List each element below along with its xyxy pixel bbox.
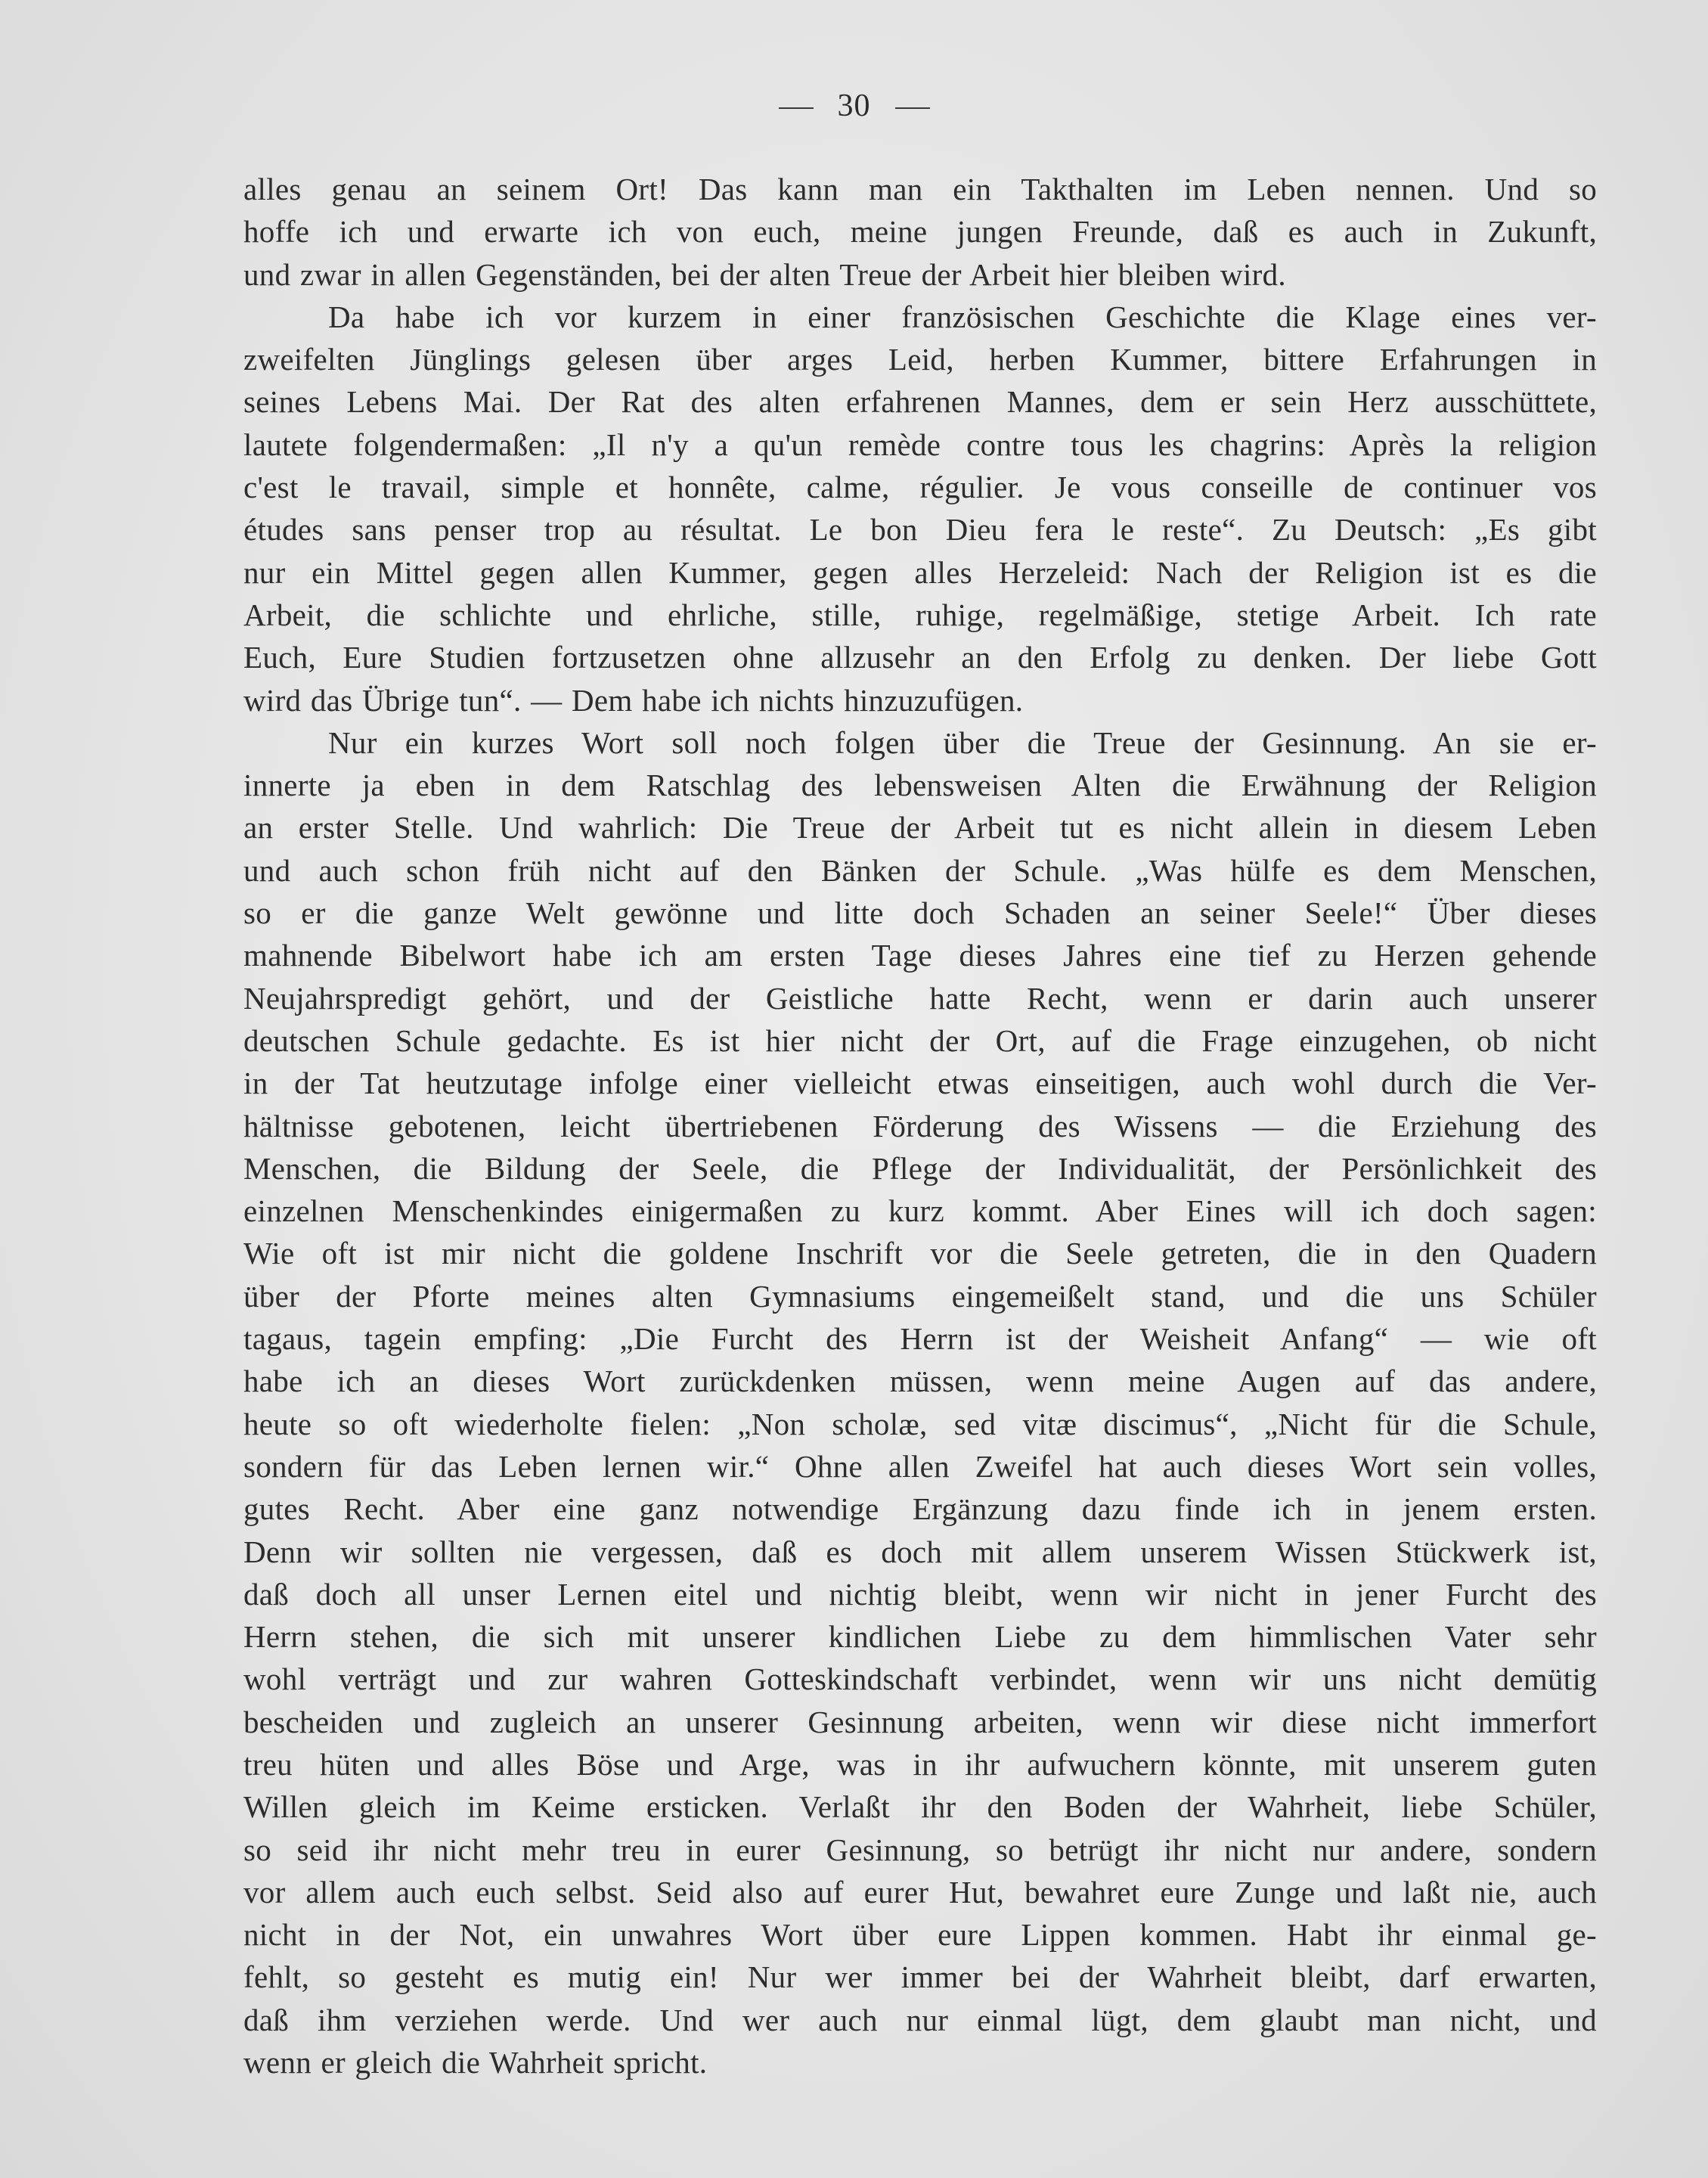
text-line: Willen gleich im Keime ersticken. Verlaßt ihr den Boden der Wahrheit, liebe Schüler, (243, 1789, 1597, 1825)
text-line: einzelnen Menschenkindes einigermaßen zu kurz kommt. Aber Eines will ich doch sagen: (243, 1193, 1597, 1229)
text-line: in der Tat heutzutage infolge einer vielleicht etwas einseitigen, auch wohl durch die Ver- (243, 1066, 1597, 1101)
text-line: treu hüten und alles Böse und Arge, was in ihr aufwuchern könnte, mit unserem guten (243, 1746, 1597, 1782)
text-line: an erster Stelle. Und wahrlich: Die Treue der Arbeit tut es nicht allein in diesem Leben (243, 810, 1597, 845)
text-line: vor allem auch euch selbst. Seid also auf eurer Hut, bewahret eure Zunge und laßt nie, auch (243, 1874, 1597, 1910)
text-line: und auch schon früh nicht auf den Bänken der Schule. „Was hülfe es dem Menschen, (243, 852, 1597, 888)
text-line: deutschen Schule gedachte. Es ist hier nicht der Ort, auf die Frage einzugehen, ob nicht (243, 1022, 1597, 1058)
text-line: gutes Recht. Aber eine ganz notwendige Ergänzung dazu finde ich in jenem ersten. (243, 1491, 1597, 1527)
page-number-left-dash (779, 107, 814, 109)
text-line: Herrn stehen, die sich mit unserer kindlichen Liebe zu dem himmlischen Vater sehr (243, 1619, 1597, 1655)
text-line: nur ein Mittel gegen allen Kummer, gegen alles Herzeleid: Nach der Religion ist es die (243, 554, 1597, 590)
text-line: innerte ja eben in dem Ratschlag des lebensweisen Alten die Erwähnung der Religion (243, 768, 1597, 803)
page-number (0, 82, 1708, 130)
text-line: Euch, Eure Studien fortzusetzen ohne allzusehr an den Erfolg zu denken. Der liebe Gott (243, 640, 1597, 675)
text-line: hältnisse gebotenen, leicht übertriebenen Förderung des Wissens — die Erziehung des (243, 1108, 1597, 1143)
text-line: Denn wir sollten nie vergessen, daß es doch mit allem unserem Wissen Stückwerk ist, (243, 1534, 1597, 1569)
text-line: mahnende Bibelwort habe ich am ersten Tage dieses Jahres eine tief zu Herzen gehende (243, 938, 1597, 973)
text-line: études sans penser trop au résultat. Le bon Dieu fera le reste“. Zu Deutsch: „Es gibt (243, 512, 1597, 548)
text-line: c'est le travail, simple et honnête, calme, régulier. Je vous conseille de continuer vos (243, 470, 1597, 505)
text-line: wohl verträgt und zur wahren Gotteskindschaft verbindet, wenn wir uns nicht demütig (243, 1661, 1597, 1697)
text-line: seines Lebens Mai. Der Rat des alten erfahrenen Mannes, dem er sein Herz ausschüttete, (243, 384, 1597, 420)
text-line: daß ihm verziehen werde. Und wer auch nur einmal lügt, dem glaubt man nicht, und (243, 2002, 1597, 2037)
text-line: tagaus, tagein empfing: „Die Furcht des Herrn ist der Weisheit Anfang“ — wie oft (243, 1321, 1597, 1357)
text-line: so er die ganze Welt gewönne und litte doch Schaden an seiner Seele!“ Über dieses (243, 895, 1597, 931)
text-line: heute so oft wiederholte fielen: „Non scholæ, sed vitæ discimus“, „Nicht für die Schule, (243, 1406, 1597, 1441)
text-line: fehlt, so gesteht es mutig ein! Nur wer immer bei der Wahrheit bleibt, darf erwarten, (243, 1959, 1597, 1995)
text-line: lautete folgendermaßen: „Il n'y a qu'un remède contre tous les chagrins: Après la religion (243, 427, 1597, 462)
text-line: nicht in der Not, ein unwahres Wort über eure Lippen kommen. Habt ihr einmal ge- (243, 1917, 1597, 1953)
page-number-value: 30 (837, 88, 871, 123)
text-line: bescheiden und zugleich an unserer Gesinnung arbeiten, wenn wir diese nicht immerfort (243, 1704, 1597, 1739)
text-line: zweifelten Jünglings gelesen über arges Leid, herben Kummer, bittere Erfahrungen in (243, 342, 1597, 377)
text-line: wenn er gleich die Wahrheit spricht. (243, 2045, 708, 2080)
text-line: und zwar in allen Gegenständen, bei der alten Treue der Arbeit hier bleiben wird. (243, 256, 1286, 292)
text-line: daß doch all unser Lernen eitel und nichtig bleibt, wenn wir nicht in jener Furcht des (243, 1576, 1597, 1612)
text-line: alles genau an seinem Ort! Das kann man ein Takthalten im Leben nennen. Und so (243, 172, 1597, 206)
text-line: Menschen, die Bildung der Seele, die Pflege der Individualität, der Persönlichkeit des (243, 1150, 1597, 1186)
text-line: sondern für das Leben lernen wir.“ Ohne allen Zweifel hat auch dieses Wort sein volles, (243, 1448, 1597, 1484)
text-line: über der Pforte meines alten Gymnasiums eingemeißelt stand, und die uns Schüler (243, 1278, 1597, 1314)
text-line: so seid ihr nicht mehr treu in eurer Gesinnung, so betrügt ihr nicht nur andere, sondern (243, 1832, 1597, 1867)
text-line: habe ich an dieses Wort zurückdenken müssen, wenn meine Augen auf das andere, (243, 1364, 1597, 1399)
text-line: Da habe ich vor kurzem in einer französischen Geschichte die Klage eines ver- (328, 299, 1597, 334)
page-number-right-dash (895, 107, 930, 109)
text-line: wird das Übrige tun“. — Dem habe ich nichts hinzuzufügen. (243, 682, 1024, 718)
text-line: Wie oft ist mir nicht die goldene Inschrift vor die Seele getreten, die in den Quadern (243, 1236, 1597, 1271)
text-line: Arbeit, die schlichte und ehrliche, stille, ruhige, regelmäßige, stetige Arbeit. Ich rate (243, 597, 1597, 632)
text-line: hoffe ich und erwarte ich von euch, meine jungen Freunde, daß es auch in Zukunft, (243, 214, 1597, 250)
text-line: Nur ein kurzes Wort soll noch folgen über die Treue der Gesinnung. An sie er- (328, 724, 1597, 760)
text-line: Neujahrspredigt gehört, und der Geistliche hatte Recht, wenn er darin auch unserer (243, 980, 1597, 1016)
body-text (243, 168, 1597, 2083)
